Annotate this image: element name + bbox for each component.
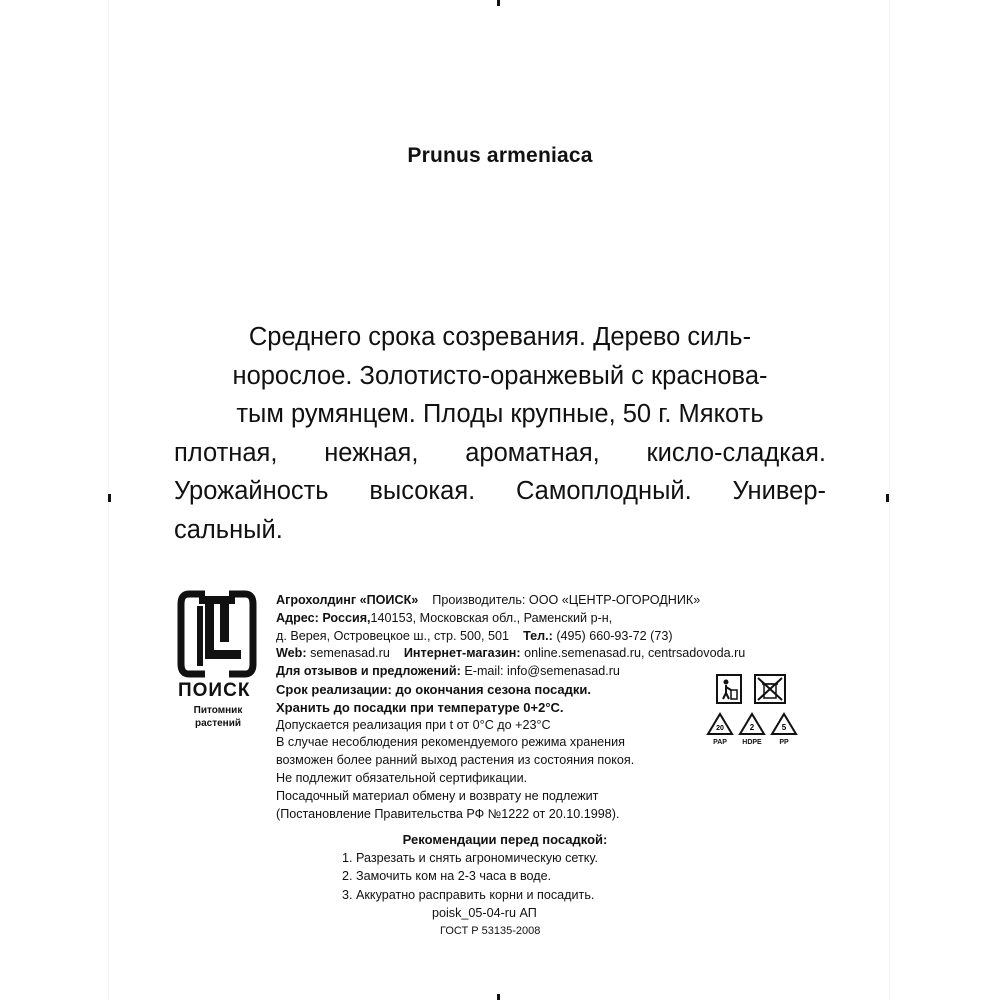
crop-mark-right: [886, 494, 889, 502]
certification-note: Не подлежит обязательной сертификации.: [276, 770, 528, 785]
feedback-value: E-mail: info@semenasad.ru: [464, 664, 620, 679]
sale-term: Срок реализации: до окончания сезона посадки.: [276, 681, 592, 697]
gost-standard: ГОСТ Р 53135-2008: [440, 925, 541, 938]
warning-line: возможен более ранний выход растения из состояния покоя.: [276, 753, 635, 768]
address-label: Адрес:: [276, 610, 319, 625]
description-line: Урожайность высокая. Самоплодный. Универ-: [174, 477, 826, 505]
recycle-label: HDPE: [742, 739, 762, 746]
tel-label: Тел.:: [523, 628, 553, 643]
recycle-label: PAP: [713, 739, 727, 746]
recommendation-item: 1. Разрезать и снять агрономическую сетку.: [342, 851, 598, 866]
tel-value: (495) 660-93-72 (73): [556, 628, 673, 643]
description-line: сальный.: [174, 515, 283, 544]
crop-mark-bottom: [497, 994, 500, 1000]
logo-name: ПОИСК: [178, 680, 251, 701]
recommendation-item: 2. Замочить ком на 2-3 часа в воде.: [342, 869, 552, 884]
recycle-pp-icon: [770, 712, 798, 746]
packaging-icons: [706, 672, 806, 752]
recommendations-heading: Рекомендации перед посадкой:: [402, 832, 608, 847]
recommendation-item: 3. Аккуратно расправить корни и посадить.: [342, 887, 595, 902]
info-row: [276, 628, 836, 646]
description-line: Среднего срока созревания. Дерево силь-: [248, 323, 752, 351]
poisk-logo-icon: [177, 590, 257, 678]
logo-subtitle-line: Питомник: [193, 705, 243, 716]
info-row: [276, 645, 836, 663]
return-note: Посадочный материал обмену и возврату не подлежит: [276, 788, 599, 803]
company-logo: [174, 590, 264, 730]
planting-recommendations: [0, 831, 1000, 940]
warning-line: В случае несоблюдения рекомендуемого режима хранения: [276, 735, 625, 750]
shop-value: online.semenasad.ru, centrsadovoda.ru: [524, 646, 746, 661]
svg-text:5: 5: [781, 723, 787, 732]
description-line: плотная, нежная, ароматная, кисло-сладкая.: [174, 438, 826, 467]
logo-subtitle: [174, 704, 262, 730]
description-line: норослое. Золотисто-оранжевый с краснова-: [232, 361, 768, 390]
recycle-label: PP: [779, 739, 789, 746]
address-country: Россия,: [322, 610, 371, 625]
no-litter-icon: [754, 674, 786, 704]
crop-mark-top: [497, 0, 500, 6]
address-line2: д. Верея, Островецкое ш., стр. 500, 501: [276, 628, 510, 643]
web-label: Web:: [276, 646, 307, 661]
info-row: [276, 610, 836, 628]
company-name: Агрохолдинг «ПОИСК»: [276, 593, 419, 607]
logo-subtitle-line: растений: [194, 718, 242, 729]
info-row: [276, 592, 836, 610]
storage-note: Хранить до посадки при температуре 0+2°C.: [276, 699, 564, 715]
recycle-pap-icon: [706, 712, 734, 746]
address: 140153, Московская обл., Раменский р-н,: [370, 610, 613, 625]
crop-mark-left: [108, 494, 111, 502]
svg-text:20: 20: [716, 725, 724, 732]
producer: Производитель: ООО «ЦЕНТР-ОГОРОДНИК»: [432, 593, 701, 607]
description-line: тым румянцем. Плоды крупные, 50 г. Мякоть: [236, 400, 764, 428]
plant-latin-name: Prunus armeniaca: [407, 144, 593, 167]
shop-label: Интернет-магазин:: [403, 646, 521, 661]
return-note: (Постановление Правительства РФ №1222 от 20.10.1998).: [276, 806, 620, 821]
svg-text:2: 2: [749, 723, 755, 732]
product-code: poisk_05-04-ru АП: [432, 905, 537, 920]
web-value: semenasad.ru: [310, 646, 390, 661]
tidyman-icon: [716, 674, 742, 704]
plant-description: [174, 318, 826, 549]
recycle-hdpe-icon: [738, 712, 766, 746]
allowed-note: Допускается реализация при t от 0°C до +23°C: [276, 717, 551, 732]
feedback-label: Для отзывов и предложений:: [276, 664, 461, 679]
